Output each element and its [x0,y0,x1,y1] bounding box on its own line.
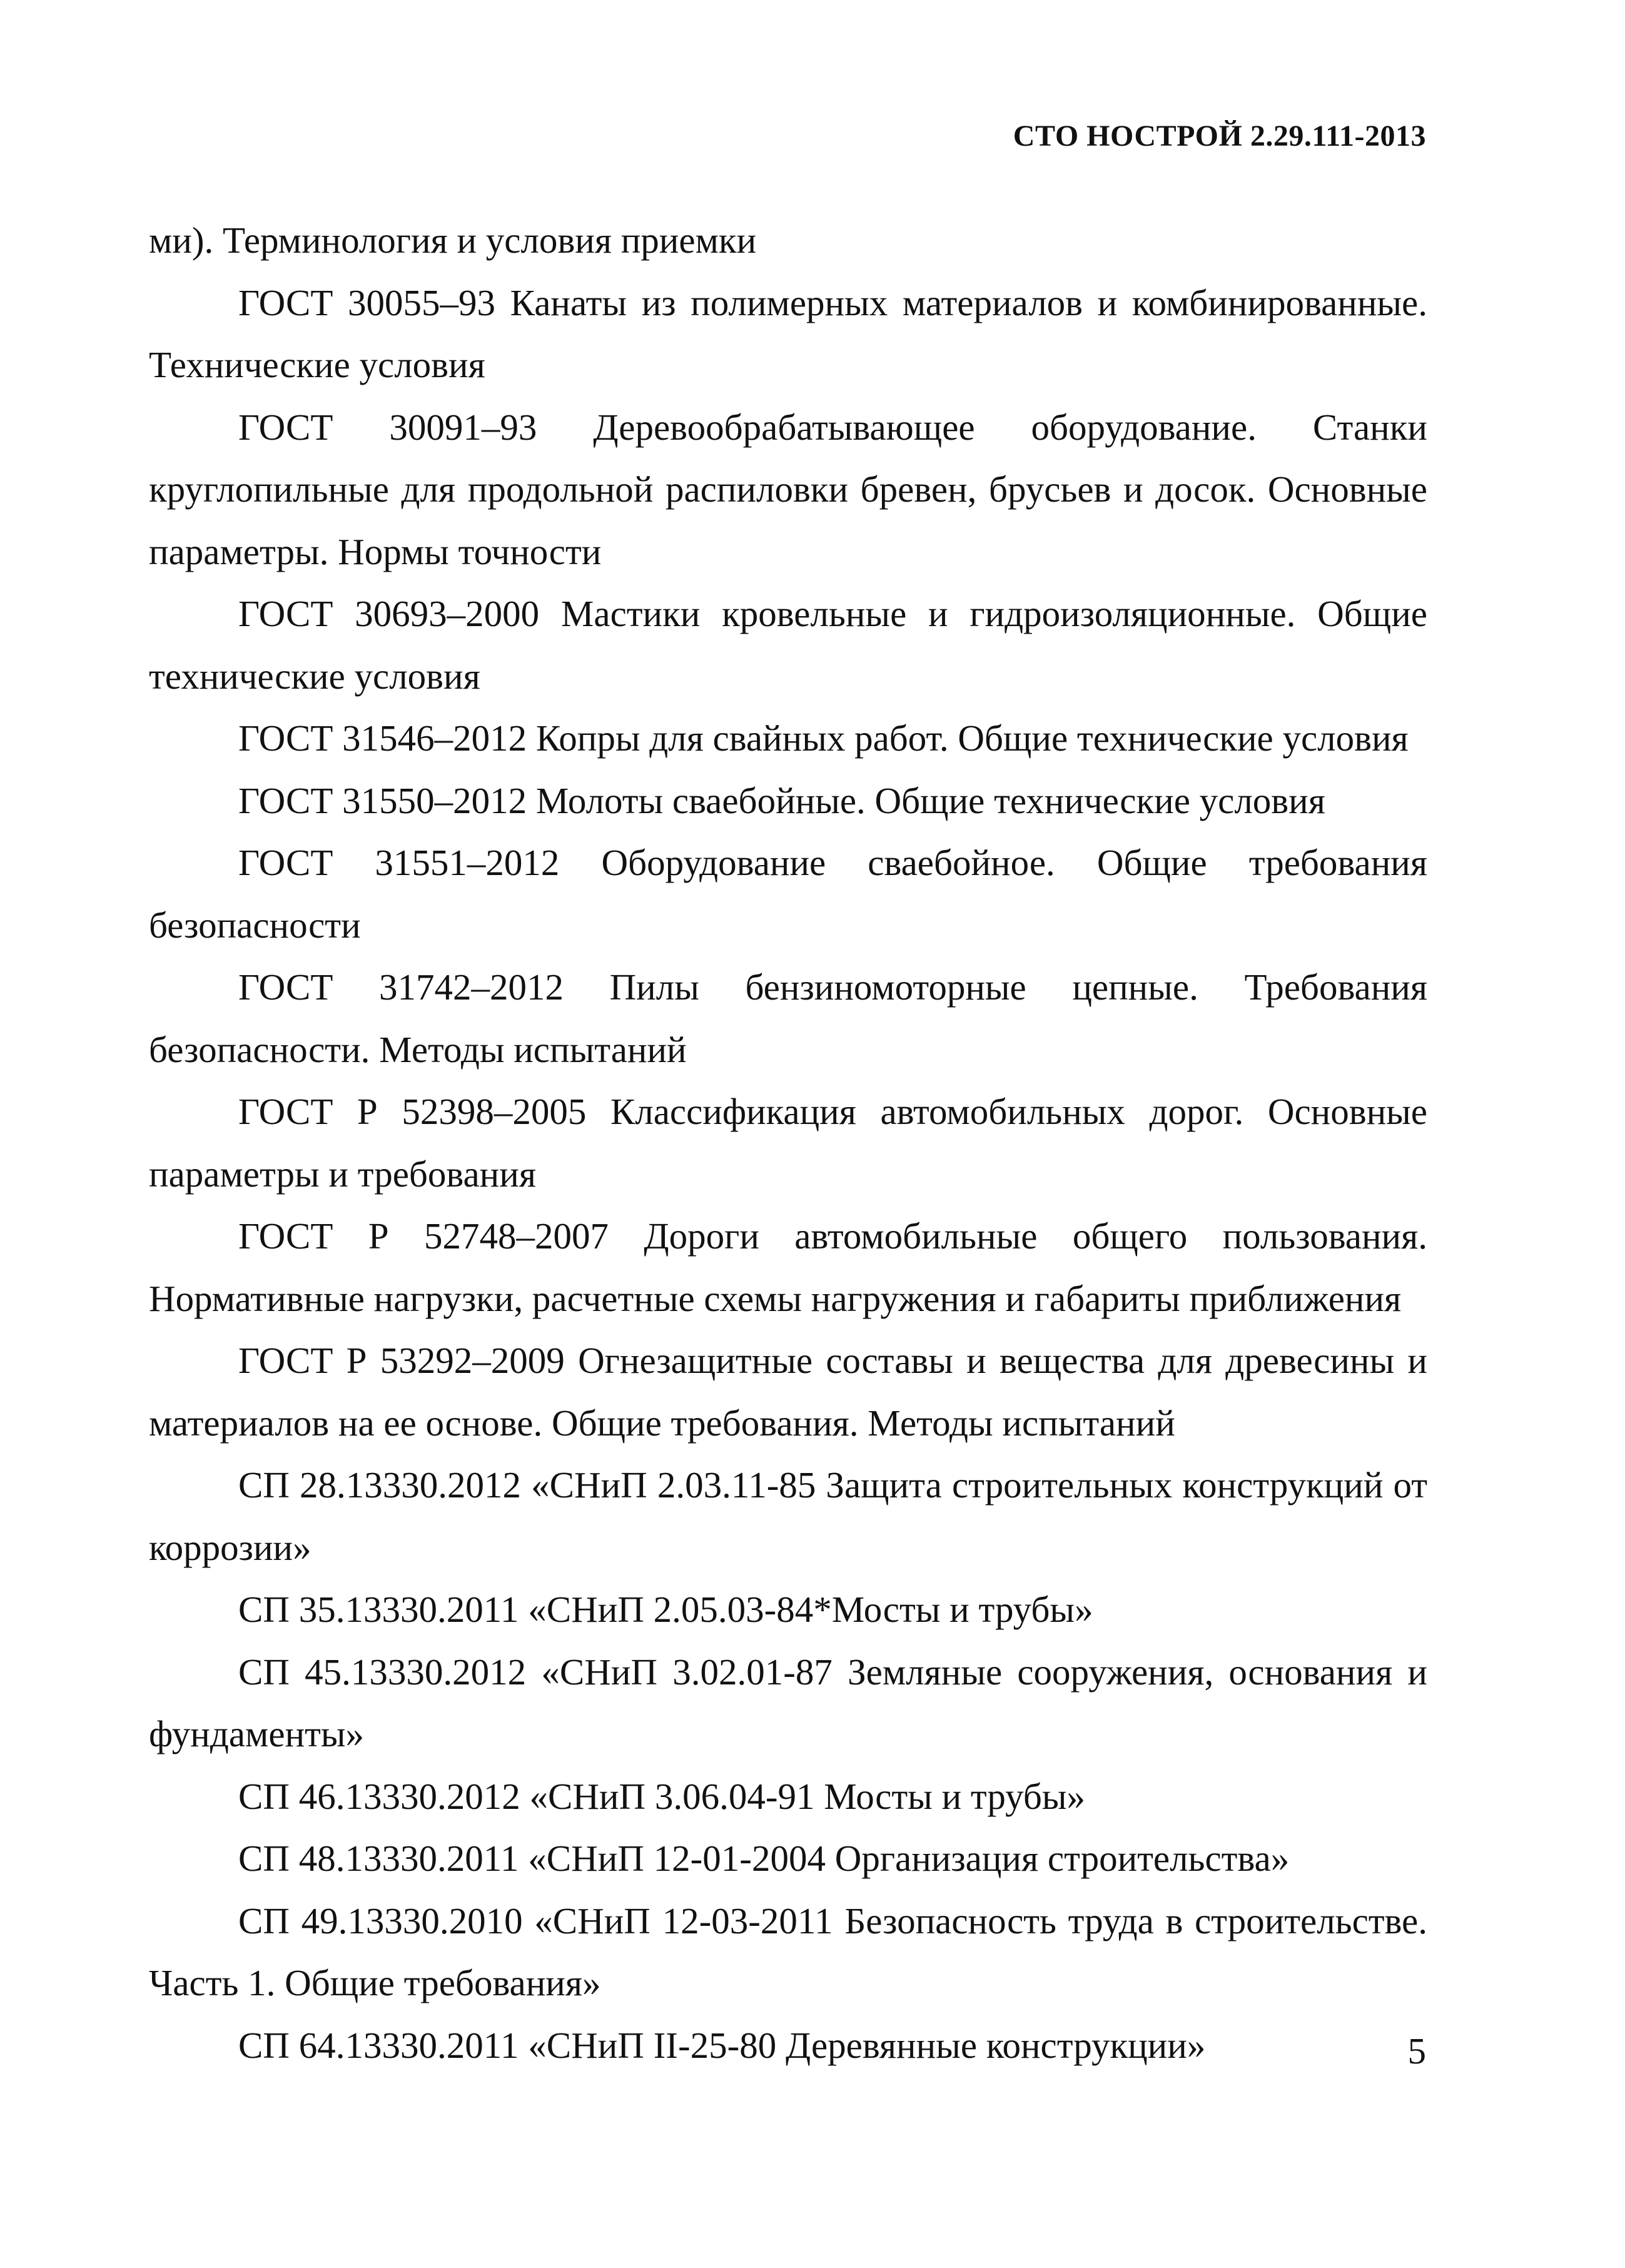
reference-item: СП 48.13330.2011 «СНиП 12-01-2004 Организация строительства» [238,1838,1290,1879]
reference-item: СП 49.13330.2010 «СНиП 12-03-2011 Безопасность труда в строительстве. Часть 1. Общие требования» [149,1900,1427,2003]
reference-item: ГОСТ 30055–93 Канаты из полимерных материалов и комбинированные. Технические условия [149,281,1427,385]
reference-item: ГОСТ 31546–2012 Копры для свайных работ. Общие технические условия [238,717,1409,759]
reference-item: СП 35.13330.2011 «СНиП 2.05.03-84*Мосты и трубы» [238,1589,1093,1630]
page-number: 5 [1407,2030,1426,2072]
reference-item: ГОСТ 31742–2012 Пилы бензиномоторные цепные. Требования безопасности. Методы испытаний [149,966,1427,1070]
reference-item: ГОСТ 31550–2012 Молоты сваебойные. Общие технические условия [238,779,1325,821]
reference-item: СП 64.13330.2011 «СНиП II-25-80 Деревянные конструкции» [238,2024,1206,2066]
reference-item: СП 28.13330.2012 «СНиП 2.03.11-85 Защита строительных конструкций от коррозии» [149,1464,1427,1568]
references-list [149,210,1427,2077]
reference-item: ГОСТ Р 53292–2009 Огнезащитные составы и вещества для древесины и материалов на ее основе. Общие требования. Методы испытаний [149,1340,1427,1444]
reference-item: ГОСТ 30693–2000 Мастики кровельные и гидроизоляционные. Общие технические условия [149,593,1427,697]
paragraph-continuation: ми). Терминология и условия приемки [149,220,757,261]
reference-item: СП 45.13330.2012 «СНиП 3.02.01-87 Земляные сооружения, основания и фундаменты» [149,1651,1427,1754]
reference-item: ГОСТ Р 52748–2007 Дороги автомобильные общего пользования. Нормативные нагрузки, расчетные схемы нагружения и габариты приближения [149,1215,1427,1319]
reference-item: ГОСТ Р 52398–2005 Классификация автомобильных дорог. Основные параметры и требования [149,1091,1427,1195]
reference-item: СП 46.13330.2012 «СНиП 3.06.04-91 Мосты и трубы» [238,1775,1086,1817]
reference-item: ГОСТ 31551–2012 Оборудование сваебойное. Общие требования безопасности [149,842,1427,946]
reference-item: ГОСТ 30091–93 Деревообрабатывающее оборудование. Станки круглопильные для продольной распиловки бревен, брусьев и досок. Основные параметры. Нормы точности [149,406,1427,572]
standard-code-header: СТО НОСТРОЙ 2.29.111-2013 [1013,119,1426,153]
